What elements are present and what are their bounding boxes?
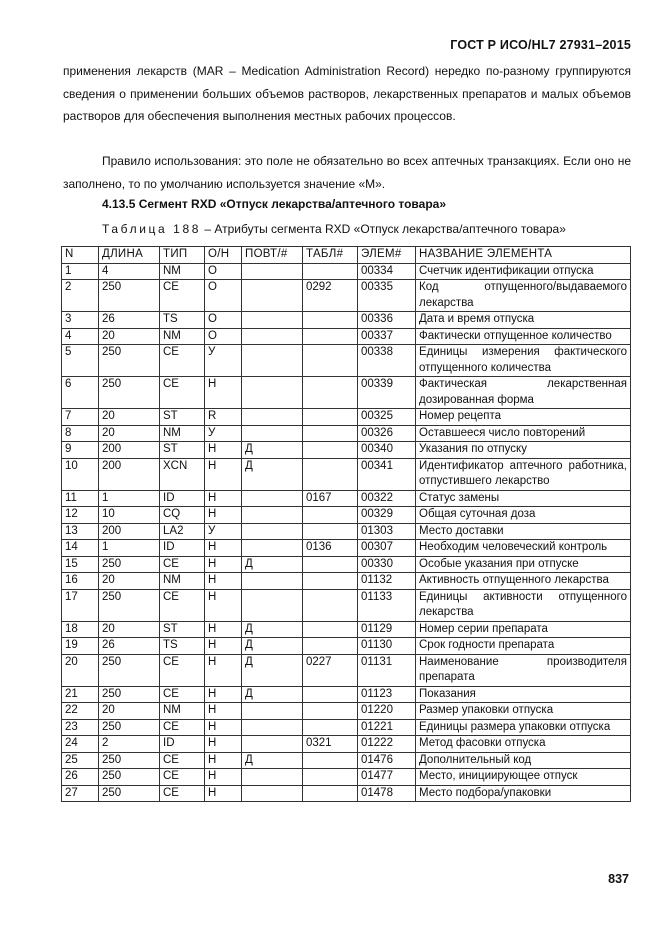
table-row xyxy=(62,752,631,769)
header-optionality: О/Н xyxy=(205,247,242,264)
row-length: 250 xyxy=(99,686,160,703)
row-n: 17 xyxy=(62,589,99,621)
row-element-name: Дата и время отпуска xyxy=(416,312,631,329)
row-repeat: Д xyxy=(242,686,303,703)
row-element-number: 01477 xyxy=(358,769,416,786)
table-row xyxy=(62,540,631,557)
row-element-name: Номер серии препарата xyxy=(416,621,631,638)
row-repeat xyxy=(242,540,303,557)
row-length: 1 xyxy=(99,490,160,507)
row-n: 2 xyxy=(62,280,99,312)
row-element-number: 01221 xyxy=(358,719,416,736)
row-element-number: 00322 xyxy=(358,490,416,507)
row-table-number xyxy=(303,556,358,573)
row-element-number: 00341 xyxy=(358,458,416,490)
row-element-name: Указания по отпуску xyxy=(416,442,631,459)
row-element-name: Срок годности препарата xyxy=(416,638,631,655)
row-n: 7 xyxy=(62,409,99,426)
row-table-number xyxy=(303,312,358,329)
row-repeat xyxy=(242,312,303,329)
row-table-number xyxy=(303,345,358,377)
table-row xyxy=(62,686,631,703)
row-table-number xyxy=(303,442,358,459)
row-n: 23 xyxy=(62,719,99,736)
row-optionality: Н xyxy=(205,589,242,621)
row-optionality: Н xyxy=(205,719,242,736)
row-optionality: О xyxy=(205,312,242,329)
row-table-number xyxy=(303,785,358,802)
table-row xyxy=(62,312,631,329)
row-repeat xyxy=(242,769,303,786)
table-row xyxy=(62,458,631,490)
row-type: CE xyxy=(160,785,205,802)
row-length: 200 xyxy=(99,442,160,459)
row-element-name: Показания xyxy=(416,686,631,703)
row-element-number: 00307 xyxy=(358,540,416,557)
row-optionality: R xyxy=(205,409,242,426)
row-type: TS xyxy=(160,638,205,655)
row-element-number: 01478 xyxy=(358,785,416,802)
row-element-name: Место, инициирующее отпуск xyxy=(416,769,631,786)
row-n: 27 xyxy=(62,785,99,802)
row-optionality: Н xyxy=(205,621,242,638)
row-optionality: У xyxy=(205,345,242,377)
row-element-name: Общая суточная доза xyxy=(416,507,631,524)
table-body xyxy=(62,263,631,802)
row-type: CE xyxy=(160,345,205,377)
row-type: CE xyxy=(160,654,205,686)
header-length: ДЛИНА xyxy=(99,247,160,264)
row-type: CE xyxy=(160,280,205,312)
row-optionality: Н xyxy=(205,573,242,590)
paragraph-usage-rule: Правило использования: это поле не обязательно во всех аптечных транзакциях. Если оно не заполнено, то по умолчанию используется значение «М». xyxy=(63,154,631,191)
row-length: 250 xyxy=(99,589,160,621)
row-element-name: Код отпущенного/выдаваемого лекарства xyxy=(416,280,631,312)
table-row xyxy=(62,377,631,409)
table-row xyxy=(62,703,631,720)
row-element-number: 01303 xyxy=(358,523,416,540)
row-repeat xyxy=(242,736,303,753)
row-table-number xyxy=(303,719,358,736)
row-element-name: Номер рецепта xyxy=(416,409,631,426)
row-type: ID xyxy=(160,490,205,507)
row-type: ID xyxy=(160,540,205,557)
row-optionality: Н xyxy=(205,752,242,769)
row-length: 250 xyxy=(99,654,160,686)
row-table-number: 0292 xyxy=(303,280,358,312)
row-table-number xyxy=(303,621,358,638)
row-type: ST xyxy=(160,442,205,459)
row-table-number: 0136 xyxy=(303,540,358,557)
row-n: 15 xyxy=(62,556,99,573)
row-table-number: 0321 xyxy=(303,736,358,753)
row-element-number: 00329 xyxy=(358,507,416,524)
row-n: 16 xyxy=(62,573,99,590)
row-n: 1 xyxy=(62,263,99,280)
row-length: 10 xyxy=(99,507,160,524)
row-element-name: Единицы размера упаковки отпуска xyxy=(416,719,631,736)
row-table-number xyxy=(303,686,358,703)
row-n: 12 xyxy=(62,507,99,524)
row-element-number: 00339 xyxy=(358,377,416,409)
row-element-number: 00326 xyxy=(358,425,416,442)
row-type: ID xyxy=(160,736,205,753)
row-repeat xyxy=(242,719,303,736)
table-caption xyxy=(102,222,566,236)
row-element-number: 01131 xyxy=(358,654,416,686)
row-element-name: Единицы активности отпущенного лекарства xyxy=(416,589,631,621)
table-row xyxy=(62,719,631,736)
row-length: 20 xyxy=(99,703,160,720)
row-length: 20 xyxy=(99,425,160,442)
table-row xyxy=(62,523,631,540)
row-type: CE xyxy=(160,769,205,786)
row-element-name: Фактическая лекарственная дозированная форма xyxy=(416,377,631,409)
row-n: 10 xyxy=(62,458,99,490)
row-element-number: 00325 xyxy=(358,409,416,426)
row-type: ST xyxy=(160,409,205,426)
section-title: 4.13.5 Сегмент RXD «Отпуск лекарства/аптечного товара» xyxy=(102,197,447,211)
document-header: ГОСТ Р ИСО/HL7 27931–2015 xyxy=(450,38,631,52)
row-type: CE xyxy=(160,686,205,703)
row-length: 200 xyxy=(99,458,160,490)
table-row xyxy=(62,507,631,524)
row-table-number xyxy=(303,523,358,540)
table-row xyxy=(62,556,631,573)
row-type: TS xyxy=(160,312,205,329)
row-table-number xyxy=(303,377,358,409)
row-n: 21 xyxy=(62,686,99,703)
row-table-number xyxy=(303,507,358,524)
table-row xyxy=(62,425,631,442)
row-repeat: Д xyxy=(242,654,303,686)
row-n: 24 xyxy=(62,736,99,753)
row-length: 250 xyxy=(99,752,160,769)
row-length: 250 xyxy=(99,556,160,573)
row-element-name: Размер упаковки отпуска xyxy=(416,703,631,720)
row-length: 250 xyxy=(99,769,160,786)
row-type: CE xyxy=(160,556,205,573)
table-row xyxy=(62,769,631,786)
row-optionality: Н xyxy=(205,442,242,459)
row-length: 20 xyxy=(99,328,160,345)
row-element-name: Дополнительный код xyxy=(416,752,631,769)
row-n: 6 xyxy=(62,377,99,409)
row-n: 19 xyxy=(62,638,99,655)
row-repeat xyxy=(242,345,303,377)
row-repeat xyxy=(242,490,303,507)
row-length: 20 xyxy=(99,573,160,590)
row-length: 200 xyxy=(99,523,160,540)
row-element-number: 00335 xyxy=(358,280,416,312)
rxd-attributes-table xyxy=(61,246,631,802)
row-element-name: Место подбора/упаковки xyxy=(416,785,631,802)
row-optionality: О xyxy=(205,263,242,280)
table-row xyxy=(62,442,631,459)
table-row xyxy=(62,736,631,753)
row-type: NM xyxy=(160,573,205,590)
row-type: CE xyxy=(160,377,205,409)
table-row xyxy=(62,638,631,655)
row-length: 250 xyxy=(99,280,160,312)
table-row xyxy=(62,785,631,802)
table-row xyxy=(62,573,631,590)
row-table-number: 0227 xyxy=(303,654,358,686)
row-repeat xyxy=(242,703,303,720)
row-type: NM xyxy=(160,703,205,720)
table-header-row xyxy=(62,247,631,264)
row-element-name: Необходим человеческий контроль xyxy=(416,540,631,557)
row-n: 14 xyxy=(62,540,99,557)
row-type: CQ xyxy=(160,507,205,524)
row-repeat xyxy=(242,263,303,280)
row-optionality: Н xyxy=(205,507,242,524)
header-repeat: ПОВТ/# xyxy=(242,247,303,264)
row-optionality: Н xyxy=(205,686,242,703)
row-n: 9 xyxy=(62,442,99,459)
table-row xyxy=(62,345,631,377)
row-repeat xyxy=(242,573,303,590)
row-element-number: 00340 xyxy=(358,442,416,459)
row-optionality: Н xyxy=(205,654,242,686)
row-optionality: У xyxy=(205,425,242,442)
row-element-name: Место доставки xyxy=(416,523,631,540)
row-element-number: 01222 xyxy=(358,736,416,753)
row-length: 26 xyxy=(99,312,160,329)
row-element-number: 00330 xyxy=(358,556,416,573)
row-optionality: Н xyxy=(205,769,242,786)
row-n: 18 xyxy=(62,621,99,638)
row-type: CE xyxy=(160,752,205,769)
row-element-number: 00336 xyxy=(358,312,416,329)
row-table-number: 0167 xyxy=(303,490,358,507)
row-type: CE xyxy=(160,589,205,621)
row-repeat xyxy=(242,280,303,312)
row-optionality: Н xyxy=(205,703,242,720)
row-length: 26 xyxy=(99,638,160,655)
row-n: 5 xyxy=(62,345,99,377)
row-table-number xyxy=(303,425,358,442)
row-table-number xyxy=(303,589,358,621)
table-caption-label: Таблица 188 xyxy=(102,222,202,236)
row-element-number: 00338 xyxy=(358,345,416,377)
row-optionality: Н xyxy=(205,638,242,655)
paragraph-mar: применения лекарств (MAR – Medication Administration Record) нередко по-разному группируются сведения о применении больших объемов растворов, лекарственных препаратов и малых объемов растворов для обеспечения выполнения местных рабочих процессов. xyxy=(63,64,631,123)
table-row xyxy=(62,263,631,280)
row-length: 250 xyxy=(99,785,160,802)
row-optionality: Н xyxy=(205,377,242,409)
row-n: 20 xyxy=(62,654,99,686)
row-length: 2 xyxy=(99,736,160,753)
row-element-number: 01220 xyxy=(358,703,416,720)
row-element-name: Метод фасовки отпуска xyxy=(416,736,631,753)
row-table-number xyxy=(303,328,358,345)
row-element-name: Оставшееся число повторений xyxy=(416,425,631,442)
row-optionality: Н xyxy=(205,736,242,753)
row-repeat xyxy=(242,507,303,524)
row-table-number xyxy=(303,409,358,426)
row-n: 26 xyxy=(62,769,99,786)
row-repeat xyxy=(242,785,303,802)
table-row xyxy=(62,409,631,426)
row-element-number: 00337 xyxy=(358,328,416,345)
row-element-name: Статус замены xyxy=(416,490,631,507)
row-table-number xyxy=(303,638,358,655)
row-element-name: Особые указания при отпуске xyxy=(416,556,631,573)
row-element-name: Активность отпущенного лекарства xyxy=(416,573,631,590)
row-n: 13 xyxy=(62,523,99,540)
row-length: 250 xyxy=(99,719,160,736)
row-element-name: Идентификатор аптечного работника, отпустившего лекарство xyxy=(416,458,631,490)
table-row xyxy=(62,280,631,312)
row-type: CE xyxy=(160,719,205,736)
row-length: 20 xyxy=(99,409,160,426)
row-element-name: Наименование производителя препарата xyxy=(416,654,631,686)
row-type: LA2 xyxy=(160,523,205,540)
row-table-number xyxy=(303,769,358,786)
row-repeat xyxy=(242,425,303,442)
row-repeat xyxy=(242,523,303,540)
row-table-number xyxy=(303,573,358,590)
row-element-number: 01129 xyxy=(358,621,416,638)
row-length: 1 xyxy=(99,540,160,557)
table-row xyxy=(62,589,631,621)
row-n: 4 xyxy=(62,328,99,345)
row-optionality: Н xyxy=(205,490,242,507)
row-repeat: Д xyxy=(242,621,303,638)
header-n: N xyxy=(62,247,99,264)
row-repeat: Д xyxy=(242,442,303,459)
row-element-number: 01476 xyxy=(358,752,416,769)
row-repeat xyxy=(242,328,303,345)
row-element-number: 01130 xyxy=(358,638,416,655)
row-element-number: 01123 xyxy=(358,686,416,703)
row-n: 11 xyxy=(62,490,99,507)
row-repeat: Д xyxy=(242,556,303,573)
row-type: NM xyxy=(160,263,205,280)
row-repeat xyxy=(242,589,303,621)
row-element-name: Фактически отпущенное количество xyxy=(416,328,631,345)
row-length: 20 xyxy=(99,621,160,638)
row-n: 3 xyxy=(62,312,99,329)
header-type: ТИП xyxy=(160,247,205,264)
row-repeat: Д xyxy=(242,458,303,490)
table-row xyxy=(62,328,631,345)
row-length: 4 xyxy=(99,263,160,280)
header-table-number: ТАБЛ# xyxy=(303,247,358,264)
row-optionality: О xyxy=(205,280,242,312)
table-row xyxy=(62,654,631,686)
row-table-number xyxy=(303,458,358,490)
row-table-number xyxy=(303,752,358,769)
row-optionality: Н xyxy=(205,458,242,490)
page-number: 837 xyxy=(608,872,629,886)
row-element-number: 01132 xyxy=(358,573,416,590)
row-element-number: 01133 xyxy=(358,589,416,621)
table-row xyxy=(62,490,631,507)
table-caption-text: – Атрибуты сегмента RXD «Отпуск лекарства/аптечного товара» xyxy=(201,222,566,236)
row-repeat xyxy=(242,377,303,409)
row-optionality: У xyxy=(205,523,242,540)
row-table-number xyxy=(303,263,358,280)
header-element-name: НАЗВАНИЕ ЭЛЕМЕНТА xyxy=(416,247,631,264)
row-n: 8 xyxy=(62,425,99,442)
row-optionality: Н xyxy=(205,540,242,557)
row-repeat xyxy=(242,409,303,426)
table-row xyxy=(62,621,631,638)
row-n: 25 xyxy=(62,752,99,769)
row-type: XCN xyxy=(160,458,205,490)
row-optionality: Н xyxy=(205,556,242,573)
row-repeat: Д xyxy=(242,752,303,769)
row-optionality: О xyxy=(205,328,242,345)
row-type: NM xyxy=(160,425,205,442)
row-element-number: 00334 xyxy=(358,263,416,280)
row-element-name: Единицы измерения фактического отпущенного количества xyxy=(416,345,631,377)
row-element-name: Счетчик идентификации отпуска xyxy=(416,263,631,280)
row-type: ST xyxy=(160,621,205,638)
header-element-number: ЭЛЕМ# xyxy=(358,247,416,264)
row-type: NM xyxy=(160,328,205,345)
row-length: 250 xyxy=(99,345,160,377)
row-n: 22 xyxy=(62,703,99,720)
row-optionality: Н xyxy=(205,785,242,802)
row-repeat: Д xyxy=(242,638,303,655)
row-length: 250 xyxy=(99,377,160,409)
row-table-number xyxy=(303,703,358,720)
